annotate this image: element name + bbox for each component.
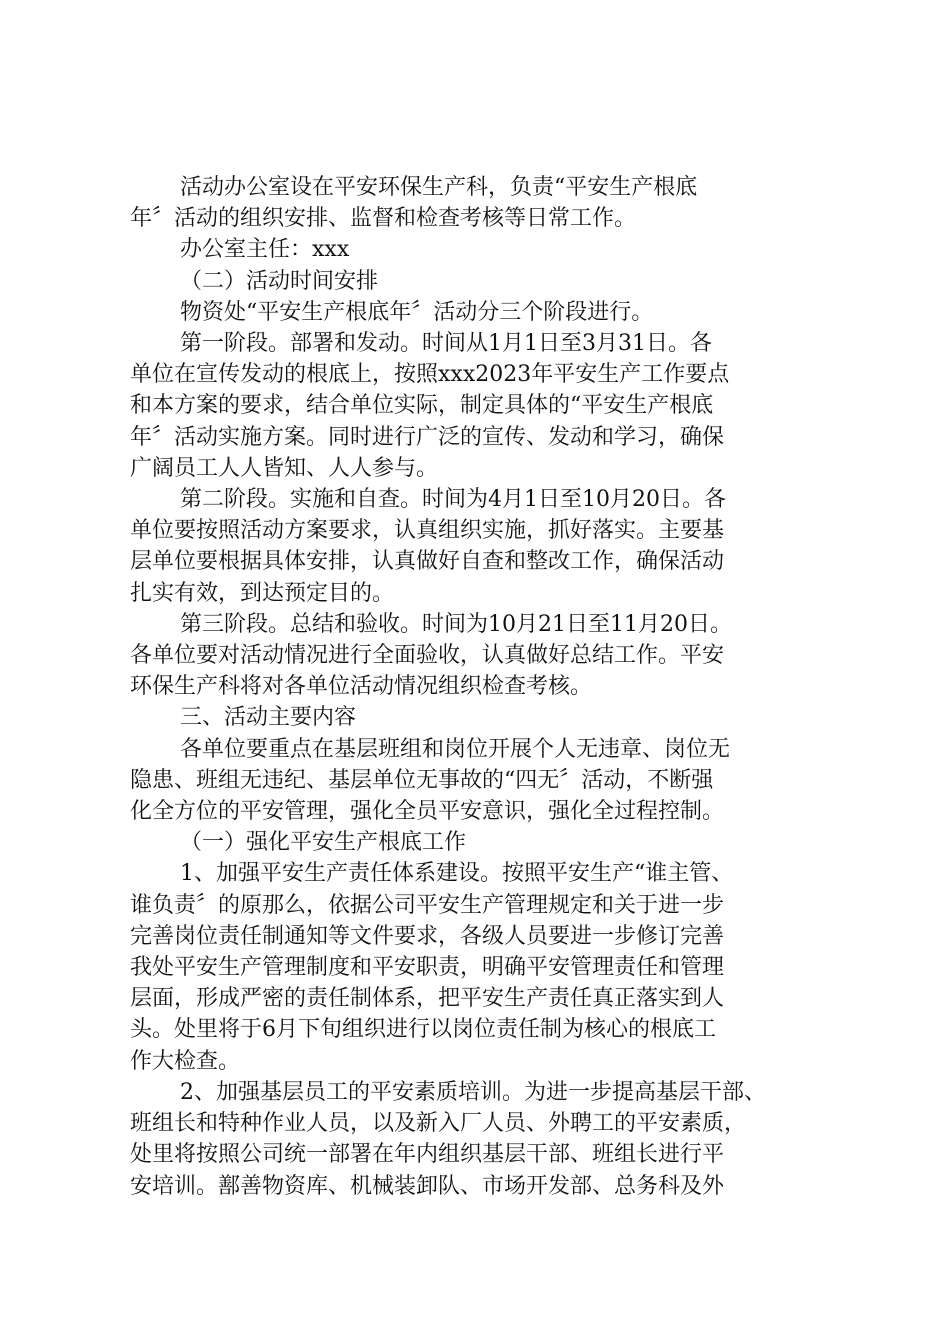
section-heading: 三、活动主要内容	[180, 705, 357, 731]
text-line: 第二阶段。实施和自查。时间为4月1日至10月20日。各	[180, 487, 726, 513]
text-line: 班组长和特种作业人员，以及新入厂人员、外聘工的平安素质，	[130, 1111, 747, 1137]
text-line: 各单位要重点在基层班组和岗位开展个人无违章、岗位无	[180, 736, 731, 762]
text-line: 年〞活动实施方案。同时进行广泛的宣传、发动和学习，确保	[130, 424, 725, 450]
text-line: 第一阶段。部署和发动。时间从1月1日至3月31日。各	[180, 331, 712, 357]
text-line: 头。处里将于6月下旬组织进行以岗位责任制为核心的根底工	[130, 1017, 716, 1043]
text-line: 完善岗位责任制通知等文件要求，各级人员要进一步修订完善	[130, 923, 725, 949]
text-line: 隐患、班组无违纪、基层单位无事故的“四无〞活动，不断强	[130, 767, 714, 793]
section-heading: （一）强化平安生产根底工作	[180, 830, 467, 856]
text-line: 我处平安生产管理制度和平安职责，明确平安管理责任和管理	[130, 955, 725, 981]
text-line: 处里将按照公司统一部署在年内组织基层干部、班组长进行平	[130, 1142, 725, 1168]
text-line: 单位在宣传发动的根底上，按照xxx2023年平安生产工作要点	[130, 362, 730, 388]
text-line: 物资处“平安生产根底年〞活动分三个阶段进行。	[180, 299, 654, 325]
text-line: 扎实有效，到达预定目的。	[130, 580, 395, 606]
text-line: 1、加强平安生产责任体系建设。按照平安生产“谁主管、	[180, 861, 734, 887]
text-line: 化全方位的平安管理，强化全员平安意识，强化全过程控制。	[130, 799, 725, 825]
text-line: 谁负责〞的原那么，依据公司平安生产管理规定和关于进一步	[130, 892, 725, 918]
section-heading: （二）活动时间安排	[180, 268, 379, 294]
text-line: 各单位要对活动情况进行全面验收，认真做好总结工作。平安	[130, 643, 725, 669]
text-line: 年〞活动的组织安排、监督和检查考核等日常工作。	[130, 206, 637, 232]
text-line: 办公室主任：xxx	[180, 237, 350, 263]
text-line: 环保生产科将对各单位活动情况组织检查考核。	[130, 674, 593, 700]
text-line: 安培训。鄯善物资库、机械装卸队、市场开发部、总务科及外	[130, 1173, 725, 1199]
text-line: 单位要按照活动方案要求，认真组织实施，抓好落实。主要基	[130, 518, 725, 544]
text-line: 活动办公室设在平安环保生产科，负责“平安生产根底	[180, 175, 698, 200]
text-line: 2、加强基层员工的平安素质培训。为进一步提高基层干部、	[180, 1079, 766, 1105]
text-line: 和本方案的要求，结合单位实际，制定具体的“平安生产根底	[130, 393, 714, 419]
text-line: 广阔员工人人皆知、人人参与。	[130, 455, 439, 481]
text-line: 层面，形成严密的责任制体系，把平安生产责任真正落实到人	[130, 986, 725, 1012]
document-body	[130, 172, 830, 1202]
text-line: 作大检查。	[130, 1048, 241, 1074]
text-line: 层单位要根据具体安排，认真做好自查和整改工作，确保活动	[130, 549, 725, 575]
text-line: 第三阶段。总结和验收。时间为10月21日至11月20日。	[180, 611, 732, 637]
